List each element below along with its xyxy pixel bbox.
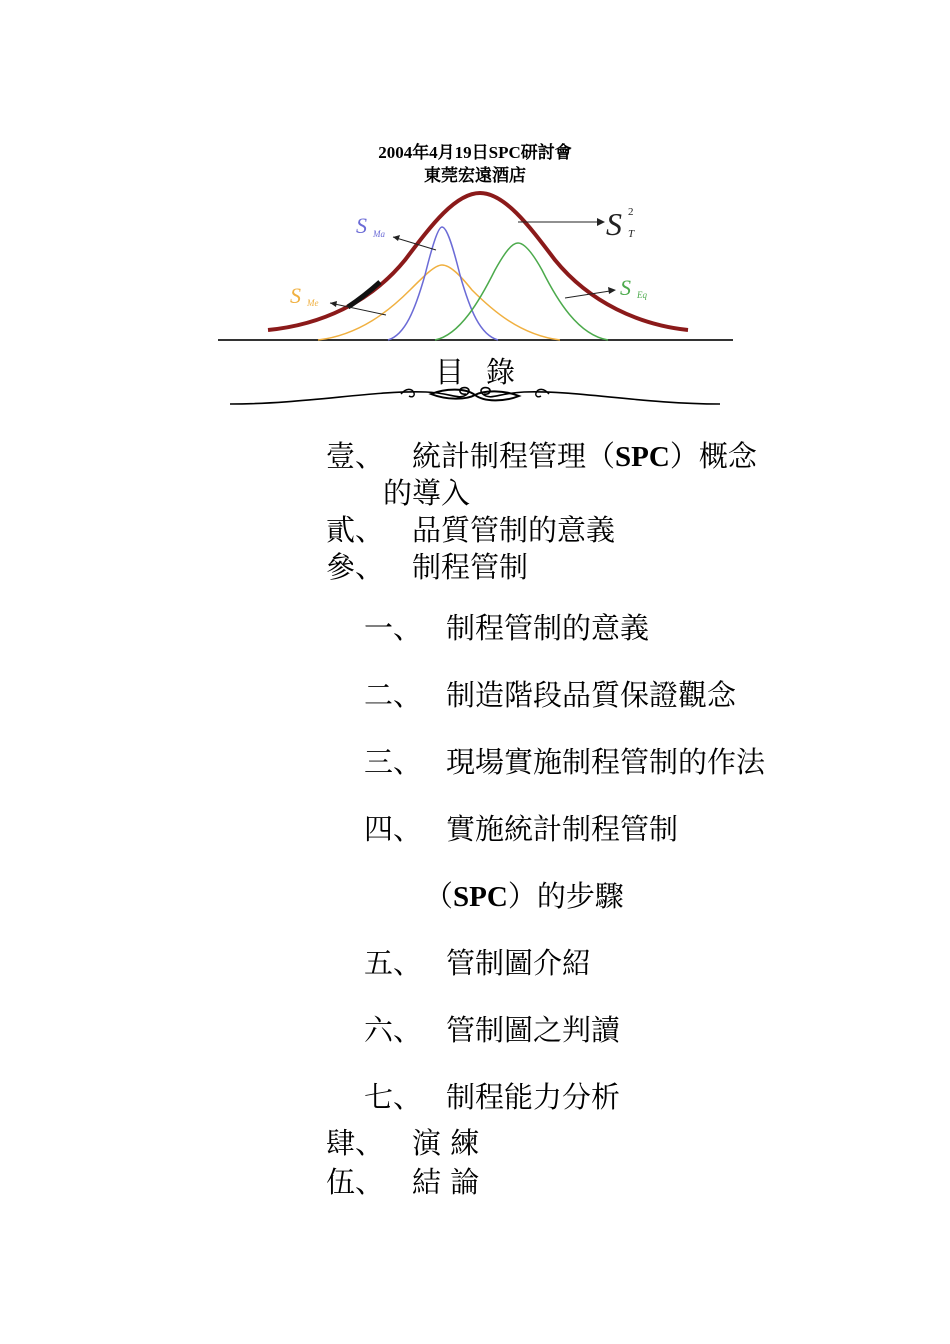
- toc-subitem-title: 管制圖之判讀: [446, 1013, 621, 1047]
- arrow-head-sme: [330, 301, 337, 307]
- label-s-t: S: [606, 206, 622, 242]
- toc-subitem-title: 制程能力分析: [446, 1080, 621, 1114]
- toc-item-title: 制程管制: [412, 550, 529, 584]
- toc-subitem-number: 二、: [364, 678, 423, 712]
- arrow-head-st: [597, 218, 605, 226]
- toc-subitem-number: 四、: [364, 812, 423, 846]
- label-s-eq-sub: Eq: [637, 290, 647, 300]
- flourish-divider: [226, 382, 724, 410]
- arrow-head-seq: [608, 287, 616, 294]
- toc-item-number: 伍、: [326, 1165, 385, 1199]
- toc-subitem-number: 六、: [364, 1013, 423, 1047]
- label-s-ma: S: [356, 213, 367, 238]
- toc-subitem-number: 一、: [364, 611, 423, 645]
- toc-item-number: 壹、: [326, 439, 385, 473]
- toc-subitem-title: 管制圖介紹: [446, 946, 592, 980]
- toc-subitem-title: 現場實施制程管制的作法: [446, 745, 766, 779]
- label-s-me-sub: Me: [307, 298, 319, 308]
- label-s-me: S: [290, 283, 301, 308]
- toc-item-title: 品質管制的意義: [412, 513, 616, 547]
- header-venue: 東莞宏遠酒店: [424, 166, 526, 185]
- toc-subitem-title: 制造階段品質保證觀念: [446, 678, 737, 712]
- header-date-event: 2004年4月19日SPC研討會: [378, 143, 572, 162]
- ma-curve: [388, 227, 498, 340]
- toc-subitem-number: 三、: [364, 745, 423, 779]
- toc-item-title: 結 論: [412, 1165, 480, 1199]
- spc-distribution-figure: [210, 185, 740, 350]
- toc-subitem-number: 七、: [364, 1080, 423, 1114]
- label-s-t-sup: 2: [628, 206, 634, 218]
- total-curve: [268, 193, 688, 330]
- label-s-eq: S: [620, 275, 631, 300]
- total-curve-dark-segment: [348, 282, 380, 307]
- toc-subitem-title-continuation: （SPC）的步驟: [424, 879, 624, 913]
- arrow-head-sma: [393, 235, 400, 241]
- toc-item-number: 參、: [326, 550, 385, 584]
- toc-item-title: 統計制程管理（SPC）概念: [412, 439, 757, 473]
- toc-title: 目錄: [434, 355, 537, 389]
- toc-item-number: 肆、: [326, 1126, 385, 1160]
- toc-subitem-4-continuation: [424, 878, 624, 915]
- toc-subitem-title: 制程管制的意義: [446, 611, 650, 645]
- label-s-t-sub: T: [628, 228, 635, 240]
- toc-subitem-number: 五、: [364, 946, 423, 980]
- toc-item-number: 貳、: [326, 513, 385, 547]
- toc-item-title: 演 練: [412, 1126, 480, 1160]
- label-s-ma-sub: Ma: [373, 229, 385, 239]
- toc-subitem-title: 實施統計制程管制: [446, 812, 679, 846]
- toc-item-1-continuation: [383, 475, 470, 511]
- eq-curve: [435, 243, 608, 340]
- toc-item-title-continuation: 的導入: [383, 476, 471, 510]
